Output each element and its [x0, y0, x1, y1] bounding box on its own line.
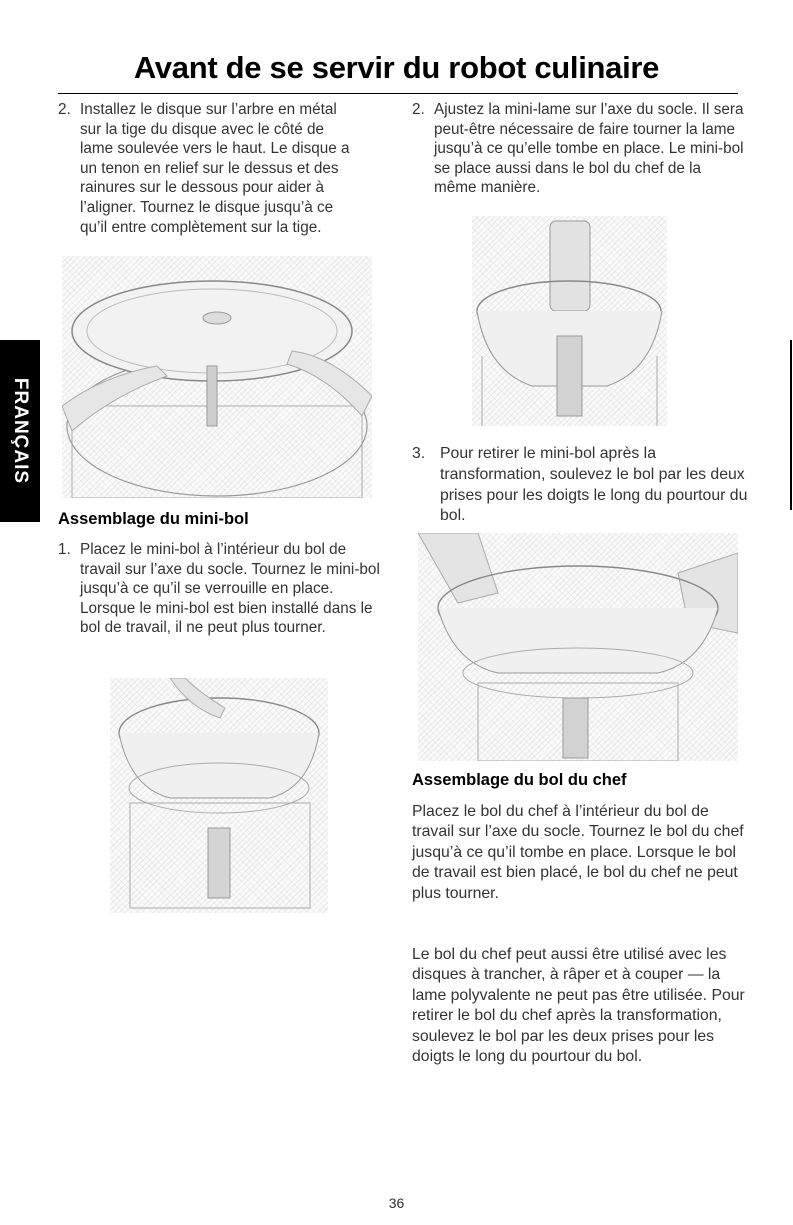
step-text: Ajustez la mini-lame sur l’axe du socle. Il sera peut-être nécessaire de faire tourner la lame jusqu’à ce qu’elle tombe en place. Le mini-bol se place aussi dans le bol du chef de la même manière.: [434, 101, 744, 197]
step-number: 2.: [58, 101, 71, 118]
left-step-2: [58, 100, 358, 237]
step-text: Installez le disque sur l’arbre en métal sur la tige du disque avec le côté de lame soulevée vers le haut. Le disque a un tenon en relief sur le dessus et des rainures sur le dessous pour aider à l’aligner. Tournez le disque jusqu’à ce qu’il entre complètement sur la tige.: [80, 101, 350, 236]
right-step-3: [412, 444, 752, 527]
step-number: 2.: [412, 101, 425, 118]
heading-chef-bowl: Assemblage du bol du chef: [412, 771, 627, 789]
language-tab: [0, 340, 40, 522]
mini-bowl-photo: [110, 678, 328, 913]
edge-mark: [790, 340, 792, 510]
heading-mini-bowl: Assemblage du mini-bol: [58, 510, 249, 528]
step-text: Pour retirer le mini-bol après la transformation, soulevez le bol par les deux prises pour les doigts le long du pourtour du bol.: [440, 445, 748, 525]
disc-installation-photo: [62, 256, 372, 498]
language-tab-label: FRANÇAIS: [10, 377, 32, 485]
right-step-2: [412, 100, 747, 198]
mini-blade-photo: [472, 216, 667, 426]
mini-bowl-removal-photo: [418, 533, 738, 761]
step-number: 1.: [58, 541, 71, 558]
step-number: 3.: [412, 445, 426, 462]
title-rule: [58, 93, 738, 94]
chef-bowl-paragraph-2: Le bol du chef peut aussi être utilisé avec les disques à trancher, à râper et à couper — la lame polyvalente ne peut pas être utilisée. Pour retirer le bol du chef après la transformation, soulevez le bol par les deux prises pour les doigts le long du pourtour du bol.: [412, 946, 745, 1066]
chef-bowl-paragraph-1: Placez le bol du chef à l’intérieur du bol de travail sur l’axe du socle. Tournez le bol du chef jusqu’à ce qu’il tombe en place. Lorsque le bol de travail est bien placé, le bol du chef ne peut plus tourner.: [412, 803, 744, 902]
left-step-1: [58, 540, 380, 638]
page-title: Avant de se servir du robot culinaire: [133, 50, 660, 85]
step-text: Placez le mini-bol à l’intérieur du bol de travail sur l’axe du socle. Tournez le mini-bol jusqu’à ce qu’il se verrouille en place. Lorsque le mini-bol est bien installé dans le bol de travail, il ne peut plus tourner.: [80, 541, 380, 637]
page-number: 36: [388, 1195, 405, 1211]
